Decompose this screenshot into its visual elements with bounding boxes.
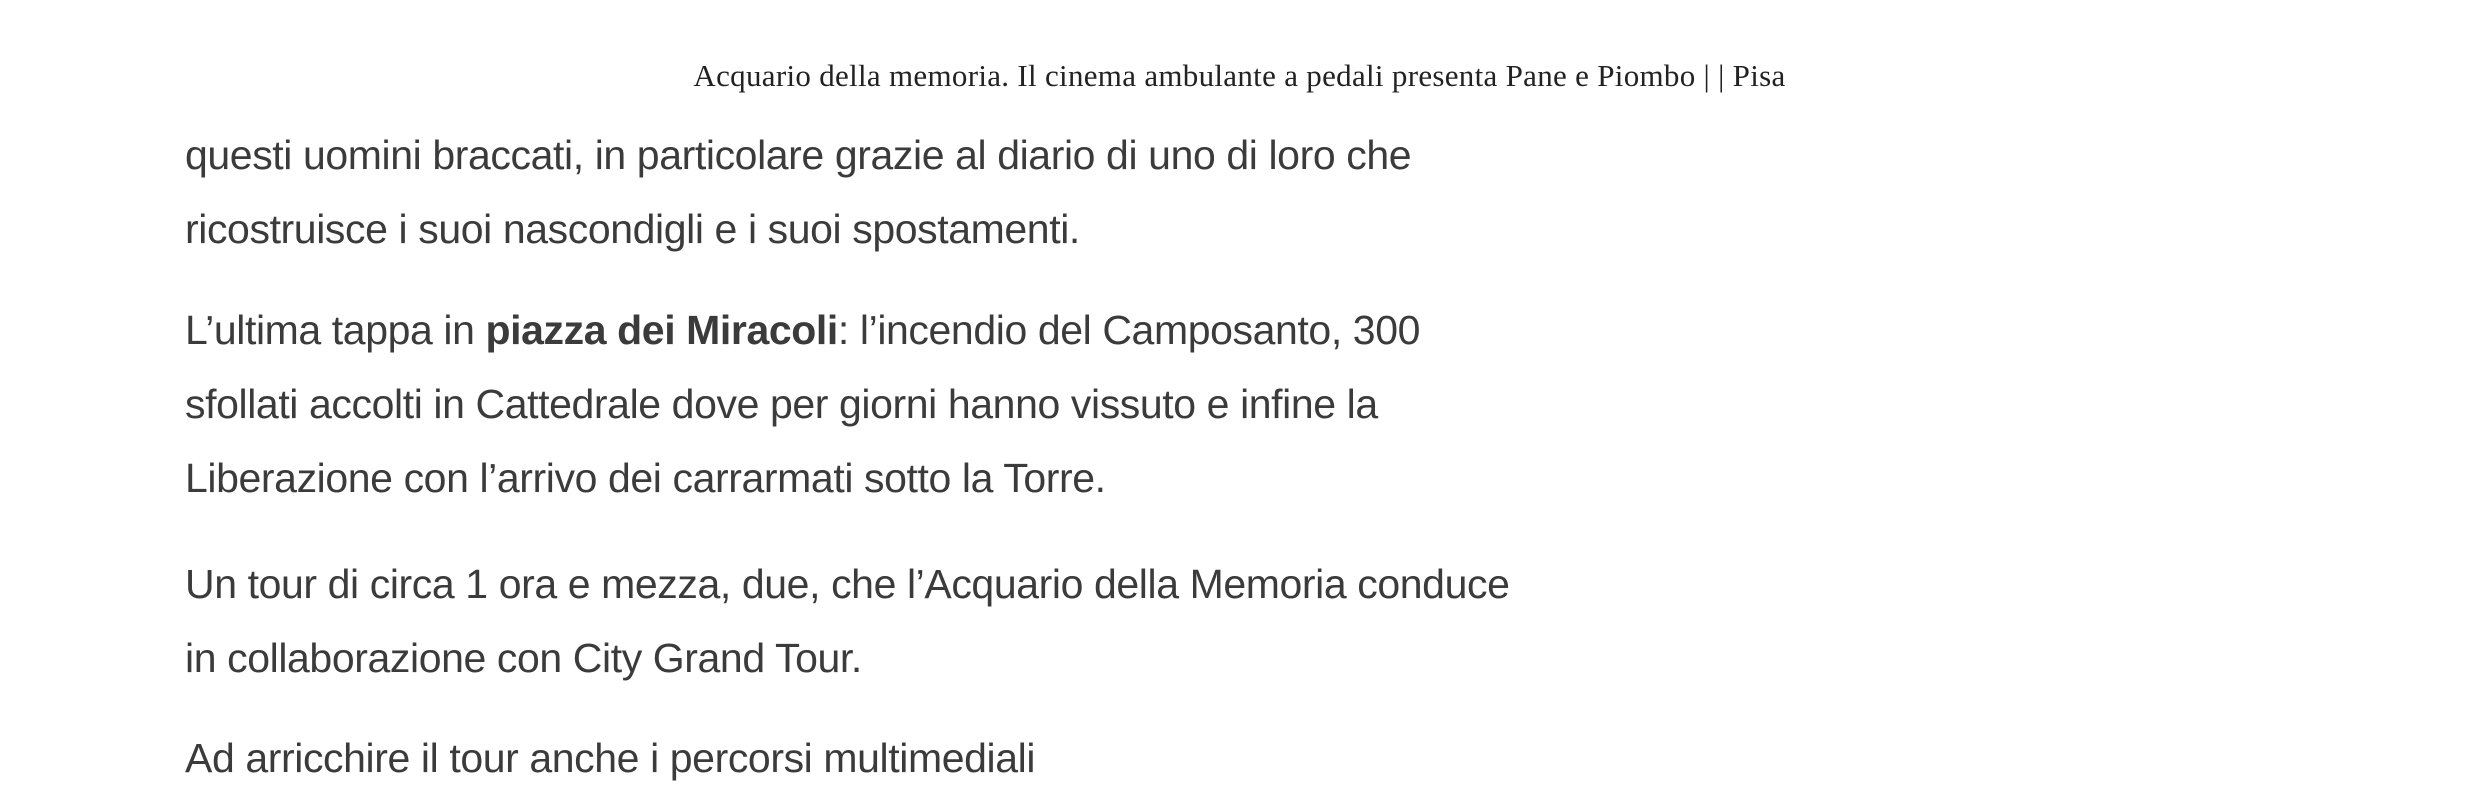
paragraph-3-line-2: in collaborazione con City Grand Tour. — [185, 635, 862, 681]
paragraph-4-line-1: Ad arricchire il tour anche i percorsi multimediali — [185, 735, 1036, 781]
paragraph-2-text-before: L’ultima tappa in — [185, 307, 486, 353]
paragraph-2-line-2: sfollati accolti in Cattedrale dove per giorni hanno vissuto e infine la — [185, 381, 1378, 427]
paragraph-2-line-1 — [185, 305, 1420, 355]
paragraph-3-line-1: Un tour di circa 1 ora e mezza, due, che l’Acquario della Memoria conduce — [185, 561, 1510, 607]
page-header-title: Acquario della memoria. Il cinema ambulante a pedali presenta Pane e Piombo | | Pisa — [693, 58, 1786, 93]
paragraph-1-line-2: ricostruisce i suoi nascondigli e i suoi spostamenti. — [185, 206, 1080, 252]
paragraph-1-line-1: questi uomini braccati, in particolare grazie al diario di uno di loro che — [185, 132, 1412, 178]
paragraph-2-bold-text: piazza dei Miracoli — [485, 307, 838, 353]
paragraph-2-line-3: Liberazione con l’arrivo dei carrarmati sotto la Torre. — [185, 455, 1106, 501]
paragraph-2-text-after: : l’incendio del Camposanto, 300 — [837, 307, 1421, 353]
